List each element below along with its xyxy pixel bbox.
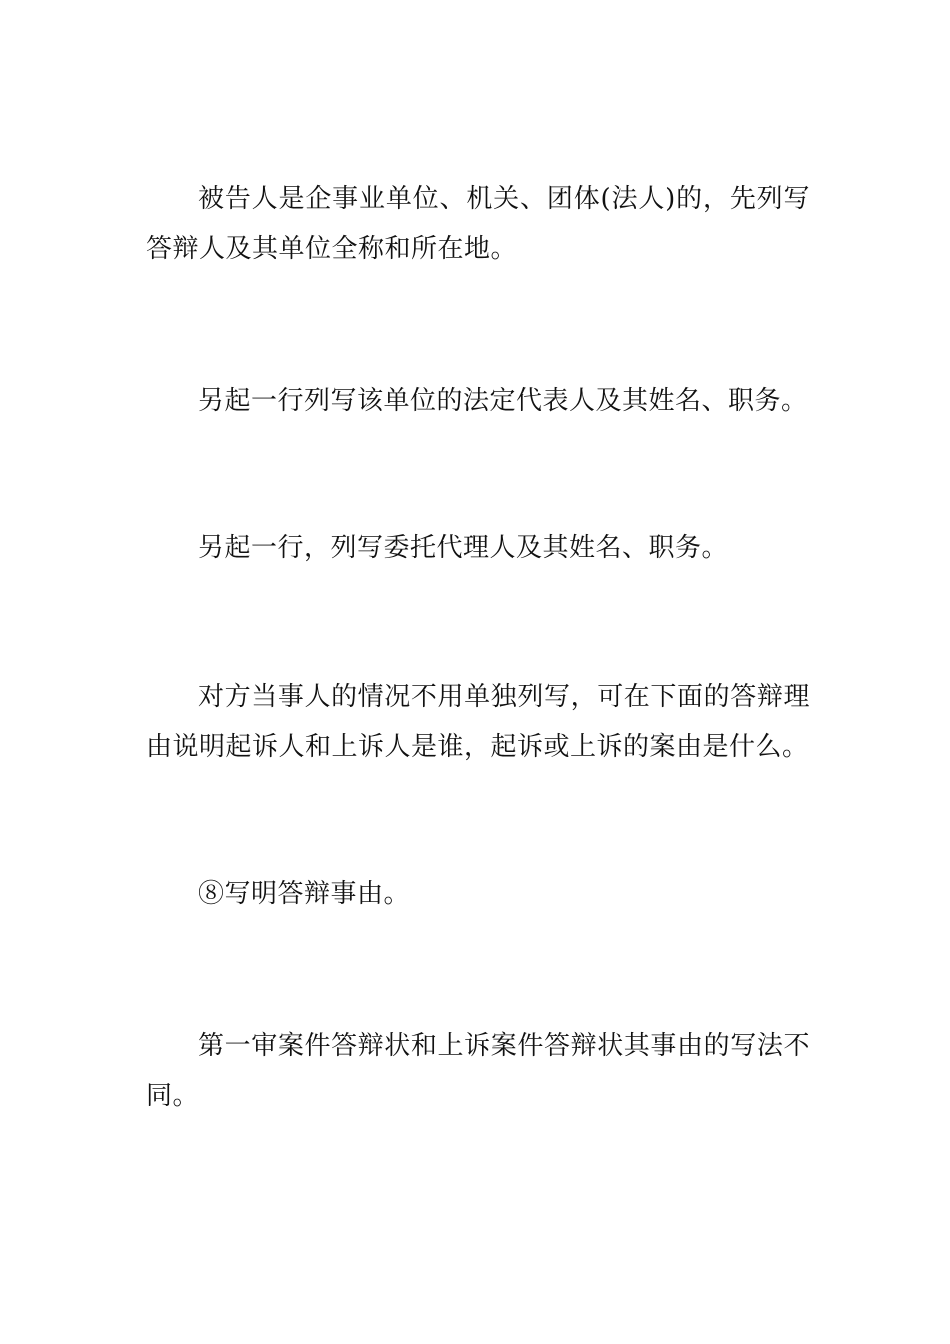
paragraph-first-instance-appeal-difference: 第一审案件答辩状和上诉案件答辩状其事由的写法不同。 [146, 1031, 810, 1111]
paragraph-opposing-party: 对方当事人的情况不用单独列写，可在下面的答辩理由说明起诉人和上诉人是谁，起诉或上诉的案由是什么。 [146, 682, 810, 762]
paragraph-entrusted-agent: 另起一行，列写委托代理人及其姓名、职务。 [198, 533, 729, 563]
paragraph-legal-representative: 另起一行列写该单位的法定代表人及其姓名、职务。 [198, 386, 808, 416]
paragraph-reply-grounds-heading: ⑧写明答辩事由。 [198, 879, 411, 909]
paragraph-defendant-legal-entity: 被告人是企事业单位、机关、团体(法人)的，先列写答辩人及其单位全称和所在地。 [146, 184, 810, 264]
